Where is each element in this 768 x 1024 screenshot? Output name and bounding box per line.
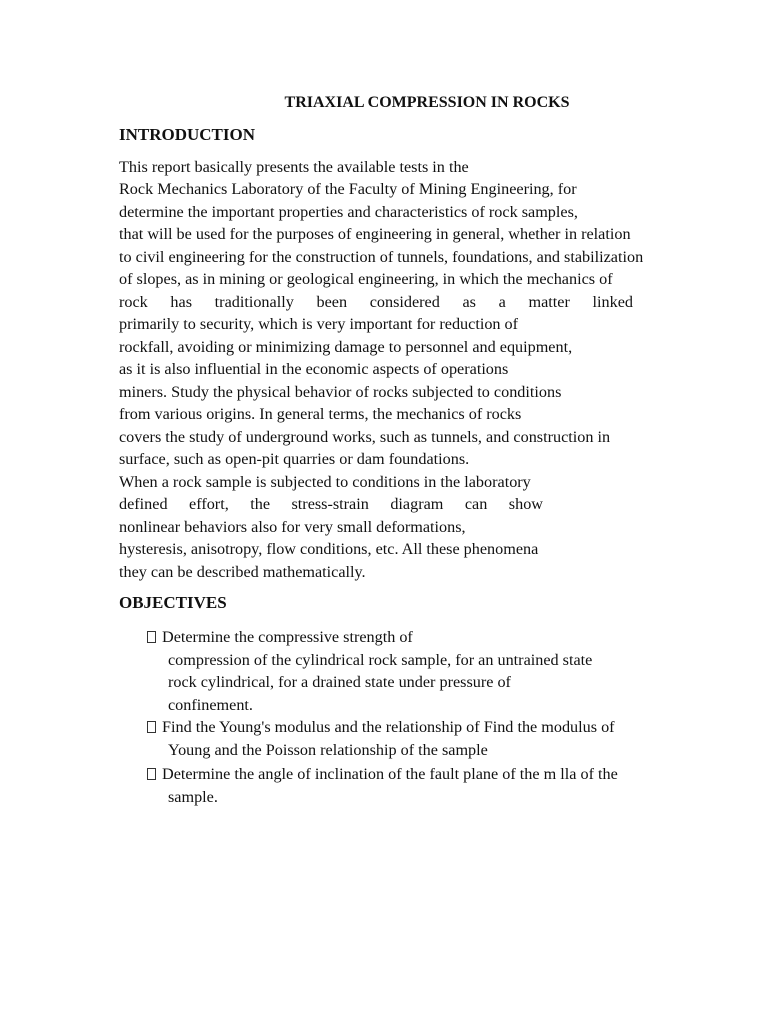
intro-line: of slopes, as in mining or geological engineering, in which the mechanics of — [119, 270, 613, 288]
intro-line: miners. Study the physical behavior of rocks subjected to conditions — [119, 383, 562, 401]
intro-line: Rock Mechanics Laboratory of the Faculty of Mining Engineering, for — [119, 180, 577, 198]
objective-continuation: sample. — [168, 788, 218, 806]
intro-line: When a rock sample is subjected to conditions in the laboratory — [119, 473, 531, 491]
bullet-box-icon — [147, 631, 156, 643]
objective-continuation: rock cylindrical, for a drained state under pressure of — [168, 673, 511, 691]
intro-line: rock has traditionally been considered as a matter linked — [119, 293, 633, 311]
intro-line: hysteresis, anisotropy, flow conditions, etc. All these phenomena — [119, 540, 539, 558]
intro-line: from various origins. In general terms, the mechanics of rocks — [119, 405, 522, 423]
intro-line: to civil engineering for the construction of tunnels, foundations, and stabilization — [119, 248, 644, 266]
intro-line: determine the important properties and characteristics of rock samples, — [119, 203, 578, 221]
intro-line: defined effort, the stress-strain diagram can show — [119, 495, 543, 513]
intro-line: This report basically presents the available tests in the — [119, 158, 469, 176]
intro-line: rockfall, avoiding or minimizing damage to personnel and equipment, — [119, 338, 573, 356]
objectives-heading: OBJECTIVES — [119, 593, 227, 612]
intro-line: covers the study of underground works, such as tunnels, and construction in — [119, 428, 611, 446]
objective-text: Determine the angle of inclination of the fault plane of the m lla of the — [162, 765, 618, 783]
intro-line: they can be described mathematically. — [119, 563, 366, 581]
objective-continuation: confinement. — [168, 696, 253, 714]
intro-line: surface, such as open-pit quarries or dam foundations. — [119, 450, 470, 468]
bullet-box-icon — [147, 721, 156, 733]
objective-text: Determine the compressive strength of — [162, 628, 413, 646]
objective-continuation: compression of the cylindrical rock sample, for an untrained state — [168, 651, 593, 669]
objective-continuation: Young and the Poisson relationship of the sample — [168, 741, 488, 759]
intro-line: as it is also influential in the economic aspects of operations — [119, 360, 509, 378]
intro-line: that will be used for the purposes of engineering in general, whether in relation — [119, 225, 631, 243]
document-title: TRIAXIAL COMPRESSION IN ROCKS — [284, 94, 570, 111]
intro-line: primarily to security, which is very important for reduction of — [119, 315, 519, 333]
intro-line: nonlinear behaviors also for very small deformations, — [119, 518, 466, 536]
introduction-heading: INTRODUCTION — [119, 125, 256, 144]
bullet-box-icon — [147, 768, 156, 780]
objective-text: Find the Young's modulus and the relationship of Find the modulus of — [162, 718, 615, 736]
